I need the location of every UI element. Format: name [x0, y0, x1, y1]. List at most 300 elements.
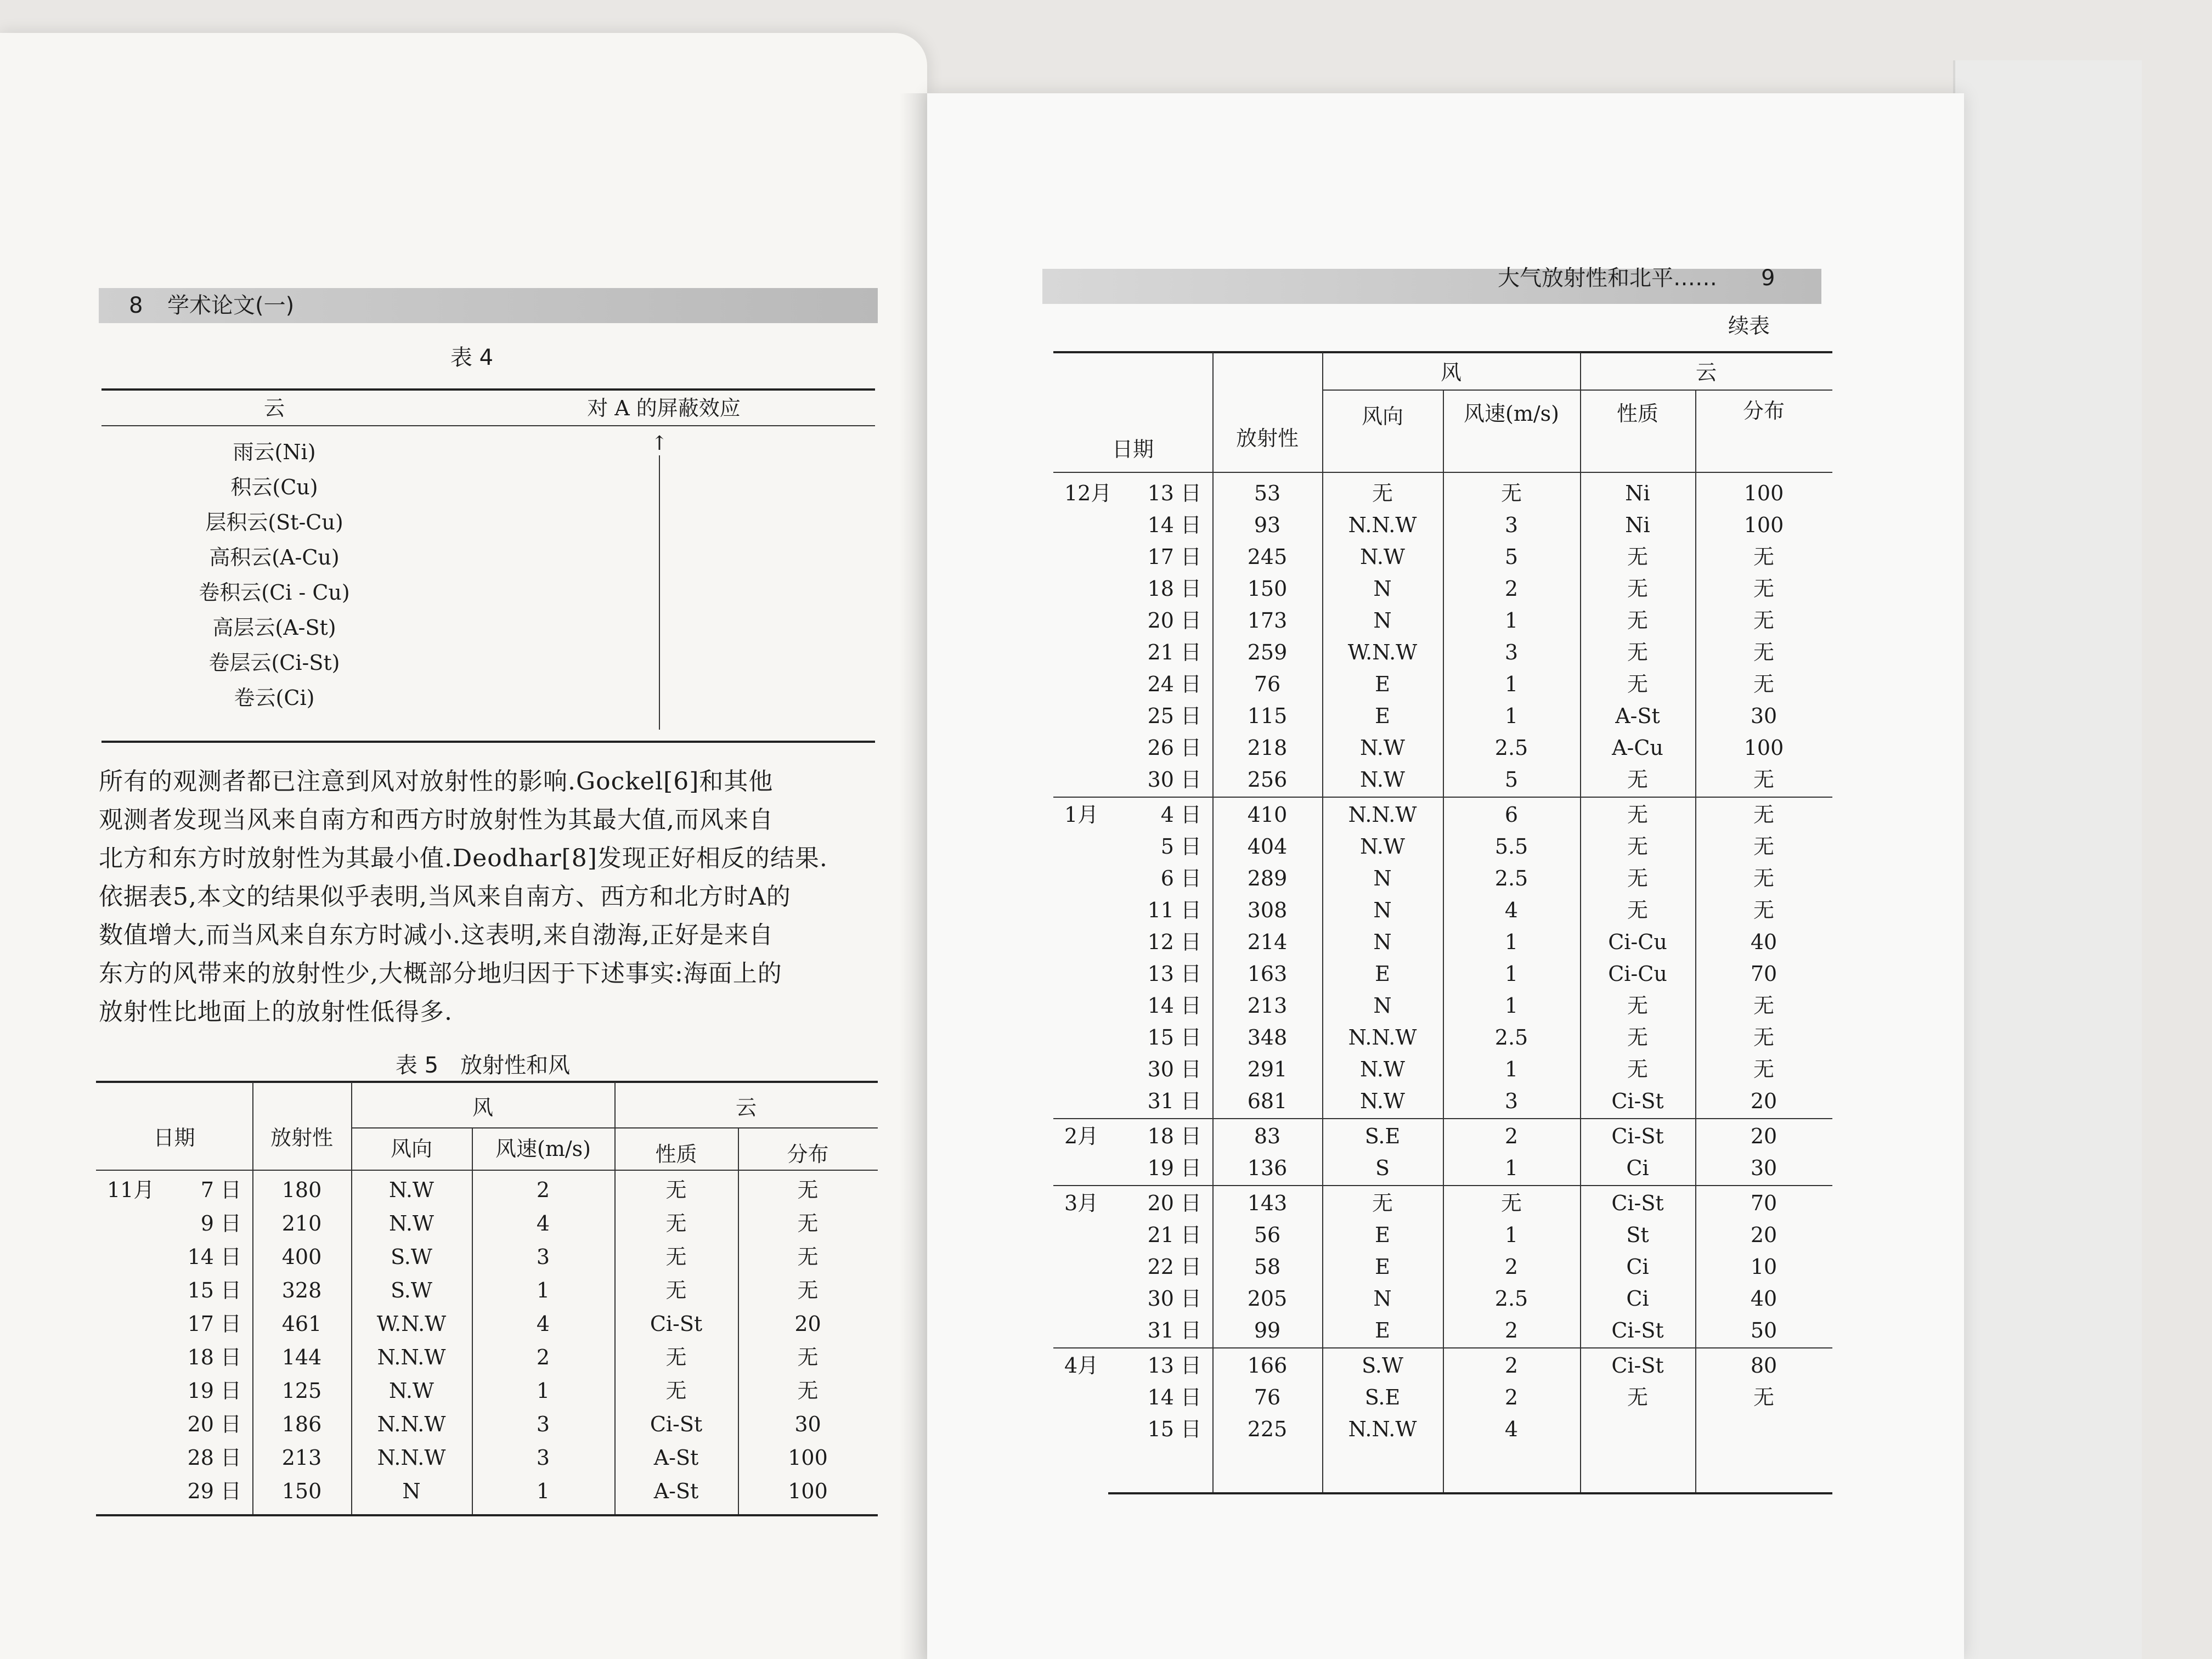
table5-cell-distribution: 30 [794, 1412, 821, 1436]
rtable-cell-speed: 3 [1504, 1089, 1519, 1113]
rtable-cell-direction: S [1375, 1156, 1390, 1180]
table5-cell-nature: 无 [665, 1345, 687, 1369]
table5-cell-direction: N [402, 1479, 421, 1503]
table5-cell-direction: S.W [391, 1278, 432, 1302]
left-page [0, 33, 927, 1659]
rtable-cell-radioactivity: 348 [1247, 1025, 1288, 1049]
rtable-cell-month: 12月 [1064, 481, 1112, 505]
table5-cell-nature: Ci-St [650, 1312, 703, 1336]
rtable-cell-distribution: 无 [1753, 1385, 1774, 1409]
rtable-cell-nature: Ci-St [1611, 1124, 1664, 1148]
table5-cell-speed: 2 [536, 1345, 550, 1369]
table5-cell-nature: A-St [653, 1479, 699, 1503]
table4-arrow-icon: ↑ [651, 432, 668, 455]
rtable-cell-radioactivity: 205 [1247, 1286, 1288, 1311]
rtable-cell-nature: 无 [1627, 545, 1648, 569]
rtable-cell-distribution: 100 [1743, 513, 1784, 537]
table5-cell-nature: 无 [665, 1178, 687, 1202]
rtable-cell-radioactivity: 681 [1247, 1089, 1288, 1113]
rtable-cell-distribution: 无 [1753, 1025, 1774, 1049]
rtable-cell-nature: 无 [1627, 1025, 1648, 1049]
rtable-cell-nature: A-St [1615, 704, 1660, 728]
table5-cell-month: 11月 [107, 1178, 155, 1202]
rtable-cell-distribution: 40 [1750, 930, 1778, 954]
rtable-cell-month: 4月 [1064, 1353, 1099, 1378]
rtable-cell-distribution: 100 [1743, 736, 1784, 760]
rtable-cell-day: 30 日 [1147, 768, 1201, 792]
rtable-cell-radioactivity: 163 [1247, 962, 1288, 986]
rtable-cell-radioactivity: 259 [1247, 640, 1288, 664]
rtable-cell-distribution: 20 [1750, 1089, 1778, 1113]
table5-cell-speed: 1 [536, 1479, 550, 1503]
rtable-cell-distribution: 50 [1750, 1318, 1778, 1342]
table5-cell-speed: 4 [536, 1312, 550, 1336]
table5-cell-distribution: 无 [797, 1245, 819, 1269]
rtable-cell-radioactivity: 150 [1247, 577, 1288, 601]
rtable-cell-distribution: 无 [1753, 545, 1774, 569]
table5-cell-direction: W.N.W [376, 1312, 447, 1336]
rtable-cell-radioactivity: 173 [1247, 608, 1288, 633]
rtable-cell-speed: 2.5 [1494, 736, 1528, 760]
rtable-cell-speed: 1 [1504, 1223, 1519, 1247]
right-page [927, 93, 1964, 1659]
rtable-cell-radioactivity: 218 [1247, 736, 1288, 760]
table5-cell-radioactivity: 210 [281, 1211, 322, 1235]
rtable-cell-direction: 无 [1372, 1191, 1393, 1215]
rtable-cell-nature: Ci-St [1611, 1353, 1664, 1378]
rtable-cell-nature: 无 [1627, 803, 1648, 827]
table5-cell-radioactivity: 180 [281, 1178, 322, 1202]
rtable-cell-distribution: 无 [1753, 834, 1774, 859]
rtable-cell-radioactivity: 213 [1247, 994, 1288, 1018]
rtable-cell-nature: Ni [1625, 513, 1650, 537]
table5-cell-speed: 3 [536, 1412, 550, 1436]
rtable-cell-speed: 6 [1504, 803, 1519, 827]
table5-cell-radioactivity: 125 [281, 1379, 322, 1403]
rtable-month-divider [1053, 1118, 1832, 1119]
rtable-cell-day: 21 日 [1147, 1223, 1201, 1247]
rtable-cell-radioactivity: 76 [1254, 672, 1281, 696]
table5-cell-day: 28 日 [187, 1446, 241, 1470]
rtable-cell-day: 15 日 [1147, 1025, 1201, 1049]
rtable-cell-radioactivity: 83 [1254, 1124, 1281, 1148]
rtable-cell-nature: Ci [1626, 1255, 1649, 1279]
rtable-cell-nature: 无 [1627, 640, 1648, 664]
table4-header-cloud: 云 [263, 396, 285, 420]
table5-cell-direction: N.W [389, 1379, 434, 1403]
rtable-cell-distribution: 无 [1753, 898, 1774, 922]
table5-cell-day: 14 日 [187, 1245, 241, 1269]
table5-cell-speed: 3 [536, 1446, 550, 1470]
rtable-cell-direction: W.N.W [1347, 640, 1418, 664]
table4-header-effect: 对 A 的屏蔽效应 [587, 396, 741, 420]
rtable-header-date: 日期 [1111, 437, 1154, 461]
table5-cell-day: 17 日 [187, 1312, 241, 1336]
rtable-cell-day: 14 日 [1147, 513, 1201, 537]
rtable-cell-nature: St [1626, 1223, 1649, 1247]
rtable-cell-radioactivity: 308 [1247, 898, 1288, 922]
rtable-cell-direction: N.N.W [1348, 1417, 1417, 1441]
rtable-group-wind: 风 [1440, 360, 1462, 385]
rtable-cell-direction: S.E [1364, 1385, 1401, 1409]
paragraph-line: 放射性比地面上的放射性低得多. [99, 998, 453, 1026]
table5-cell-distribution: 100 [788, 1479, 828, 1503]
rtable-cell-distribution: 20 [1750, 1223, 1778, 1247]
rtable-cell-radioactivity: 166 [1247, 1353, 1288, 1378]
rtable-cell-radioactivity: 143 [1247, 1191, 1288, 1215]
table5-cell-day: 29 日 [187, 1479, 241, 1503]
rtable-cell-direction: N.N.W [1348, 1025, 1417, 1049]
table5-cell-distribution: 无 [797, 1345, 819, 1369]
table5-cell-distribution: 无 [797, 1211, 819, 1235]
table5-group-wind: 风 [472, 1096, 493, 1120]
rtable-cell-nature: 无 [1627, 898, 1648, 922]
table4-row-label: 卷层云(Ci-St) [208, 651, 340, 675]
rtable-cell-day: 13 日 [1147, 481, 1201, 505]
rtable-cell-distribution: 30 [1750, 704, 1778, 728]
rtable-cell-day: 31 日 [1147, 1318, 1201, 1342]
rtable-cell-radioactivity: 136 [1247, 1156, 1288, 1180]
rtable-cell-nature: Ci-St [1611, 1089, 1664, 1113]
table5-cell-radioactivity: 328 [281, 1278, 322, 1302]
rtable-cell-nature: Ci [1626, 1286, 1649, 1311]
table4-row-label: 卷云(Ci) [234, 686, 315, 710]
rtable-cell-direction: N.W [1360, 1089, 1405, 1113]
rtable-cell-speed: 1 [1504, 994, 1519, 1018]
table5-cell-nature: Ci-St [650, 1412, 703, 1436]
table5-cell-direction: S.W [391, 1245, 432, 1269]
rtable-cell-direction: N.W [1360, 1057, 1405, 1081]
table4-row-label: 卷积云(Ci - Cu) [199, 580, 350, 605]
rtable-cell-direction: S.E [1364, 1124, 1401, 1148]
rtable-cell-distribution: 无 [1753, 866, 1774, 890]
table5-cell-direction: N.N.W [377, 1412, 446, 1436]
rtable-cell-speed: 2 [1504, 577, 1519, 601]
rtable-cell-direction: N [1373, 577, 1392, 601]
rtable-cell-radioactivity: 99 [1254, 1318, 1281, 1342]
rtable-cell-nature: 无 [1627, 768, 1648, 792]
rtable-cell-radioactivity: 76 [1254, 1385, 1281, 1409]
right-header-title: 大气放射性和北平…… [1498, 266, 1717, 291]
rtable-cell-direction: N [1373, 866, 1392, 890]
rtable-cell-nature: A-Cu [1612, 736, 1663, 760]
table5-caption: 表 5 放射性和风 [395, 1053, 571, 1078]
rtable-cell-day: 17 日 [1147, 545, 1201, 569]
rtable-cell-speed: 5 [1504, 545, 1519, 569]
table5-header-radioactivity: 放射性 [270, 1126, 333, 1150]
paragraph-line: 依据表5,本文的结果似乎表明,当风来自南方、西方和北方时A的 [99, 883, 791, 911]
rtable-cell-radioactivity: 404 [1247, 834, 1288, 859]
rtable-cell-speed: 1 [1504, 608, 1519, 633]
rtable-cell-radioactivity: 56 [1254, 1223, 1281, 1247]
rtable-cell-distribution: 无 [1753, 1057, 1774, 1081]
table5-header-nature: 性质 [655, 1142, 697, 1166]
rtable-cell-day: 18 日 [1147, 577, 1201, 601]
rtable-cell-speed: 2 [1504, 1124, 1519, 1148]
rtable-cell-speed: 1 [1504, 930, 1519, 954]
rtable-cell-day: 15 日 [1147, 1417, 1201, 1441]
rtable-cell-distribution: 无 [1753, 803, 1774, 827]
table5-cell-speed: 1 [536, 1379, 550, 1403]
rtable-cell-distribution: 无 [1753, 994, 1774, 1018]
rtable-cell-month: 1月 [1064, 803, 1099, 827]
rtable-bottom-rule [1108, 1492, 1832, 1494]
left-page-number: 8 [129, 293, 143, 318]
paragraph-line: 数值增大,而当风来自东方时减小.这表明,来自渤海,正好是来自 [99, 921, 774, 949]
rtable-cell-nature: 无 [1627, 866, 1648, 890]
back-cover [1953, 60, 2142, 1659]
rtable-cell-radioactivity: 214 [1247, 930, 1288, 954]
table4-bottom-rule [101, 741, 875, 743]
rtable-cell-radioactivity: 115 [1247, 704, 1288, 728]
rtable-cell-distribution: 无 [1753, 608, 1774, 633]
rtable-cell-day: 31 日 [1147, 1089, 1201, 1113]
table5-cell-radioactivity: 186 [281, 1412, 322, 1436]
table4-header-rule [101, 425, 875, 426]
rtable-cell-direction: N [1373, 608, 1392, 633]
rtable-cell-speed: 3 [1504, 640, 1519, 664]
table5-cell-day: 9 日 [200, 1211, 241, 1235]
table4-row-label: 层积云(St-Cu) [205, 510, 343, 534]
table5-cell-radioactivity: 150 [281, 1479, 322, 1503]
rtable-top-rule [1053, 351, 1832, 353]
rtable-cell-distribution: 70 [1750, 1191, 1778, 1215]
rtable-cell-direction: N.W [1360, 736, 1405, 760]
rtable-header-nature: 性质 [1616, 402, 1658, 426]
rtable-cell-nature: Ci-St [1611, 1191, 1664, 1215]
rtable-cell-speed: 5 [1504, 768, 1519, 792]
table5-cell-radioactivity: 213 [281, 1446, 322, 1470]
rtable-cell-day: 14 日 [1147, 1385, 1201, 1409]
rtable-cell-direction: E [1375, 1255, 1390, 1279]
rtable-cell-direction: 无 [1372, 481, 1393, 505]
body-paragraph [99, 763, 878, 1031]
rtable-cell-speed: 2.5 [1494, 1025, 1528, 1049]
rtable-cell-speed: 3 [1504, 513, 1519, 537]
rtable-cell-day: 20 日 [1147, 608, 1201, 633]
rtable-cell-direction: E [1375, 1318, 1390, 1342]
table5-cell-day: 15 日 [187, 1278, 241, 1302]
table5-cell-speed: 4 [536, 1211, 550, 1235]
rtable-cell-direction: N [1373, 1286, 1392, 1311]
rtable-cell-speed: 1 [1504, 704, 1519, 728]
rtable-cell-day: 20 日 [1147, 1191, 1201, 1215]
rtable-cell-distribution: 无 [1753, 577, 1774, 601]
rtable-cell-speed: 无 [1500, 1191, 1522, 1215]
rtable-cell-radioactivity: 289 [1247, 866, 1288, 890]
rtable-cell-direction: E [1375, 704, 1390, 728]
rtable-month-divider [1053, 797, 1832, 798]
rtable-header-direction: 风向 [1361, 404, 1403, 428]
rtable-cell-day: 30 日 [1147, 1286, 1201, 1311]
rtable-cell-direction: E [1375, 962, 1390, 986]
rtable-cell-speed: 2.5 [1494, 1286, 1528, 1311]
table4-row-label: 高积云(A-Cu) [209, 545, 340, 569]
rtable-cell-direction: N.N.W [1348, 513, 1417, 537]
rtable-cell-direction: N [1373, 994, 1392, 1018]
rtable-cell-distribution: 100 [1743, 481, 1784, 505]
rtable-cell-distribution: 80 [1750, 1353, 1778, 1378]
table5-bottom-rule [96, 1514, 878, 1516]
rtable-cell-direction: S.W [1362, 1353, 1403, 1378]
rtable-cell-direction: N.W [1360, 834, 1405, 859]
rtable-cell-day: 13 日 [1147, 962, 1201, 986]
rtable-cell-day: 24 日 [1147, 672, 1201, 696]
rtable-header-speed: 风速(m/s) [1464, 402, 1559, 426]
rtable-cell-speed: 5.5 [1494, 834, 1528, 859]
rtable-cell-day: 12 日 [1147, 930, 1201, 954]
rtable-cell-radioactivity: 410 [1247, 803, 1288, 827]
rtable-cell-day: 25 日 [1147, 704, 1201, 728]
rtable-cell-day: 30 日 [1147, 1057, 1201, 1081]
table5-cell-speed: 3 [536, 1245, 550, 1269]
paragraph-line: 所有的观测者都已注意到风对放射性的影响.Gockel[6]和其他 [99, 768, 774, 795]
rtable-cell-speed: 2 [1504, 1255, 1519, 1279]
table4-row-label: 高层云(A-St) [212, 616, 336, 640]
rtable-cell-nature: Ci-St [1611, 1318, 1664, 1342]
table5-cell-day: 7 日 [200, 1178, 241, 1202]
table5-cell-direction: N.N.W [377, 1446, 446, 1470]
rtable-cell-day: 4 日 [1160, 803, 1201, 827]
rtable-cell-speed: 4 [1504, 1417, 1519, 1441]
table4-row-label: 积云(Cu) [230, 475, 318, 499]
table5-cell-direction: N.W [389, 1178, 434, 1202]
table5-cell-nature: 无 [665, 1211, 687, 1235]
rtable-cell-direction: N [1373, 898, 1392, 922]
rtable-cell-direction: N.W [1360, 768, 1405, 792]
rtable-cell-speed: 2 [1504, 1318, 1519, 1342]
rtable-cell-radioactivity: 53 [1254, 481, 1281, 505]
rtable-cell-radioactivity: 225 [1247, 1417, 1288, 1441]
rtable-cell-speed: 1 [1504, 672, 1519, 696]
left-header-title: 学术论文(一) [167, 293, 295, 318]
rtable-cell-nature: 无 [1627, 834, 1648, 859]
table5-cell-speed: 2 [536, 1178, 550, 1202]
table5-header-direction: 风向 [390, 1137, 432, 1161]
table4-top-rule [101, 388, 875, 391]
rtable-cell-day: 6 日 [1160, 866, 1201, 890]
table4-arrow-shaft [659, 455, 660, 730]
table5-header-speed: 风速(m/s) [495, 1137, 591, 1161]
rtable-cell-radioactivity: 291 [1247, 1057, 1288, 1081]
rtable-cell-nature: 无 [1627, 994, 1648, 1018]
rtable-cell-distribution: 20 [1750, 1124, 1778, 1148]
rtable-cell-nature: 无 [1627, 577, 1648, 601]
table5-cell-nature: A-St [653, 1446, 699, 1470]
table5-group-cloud: 云 [735, 1096, 757, 1120]
rtable-cell-speed: 4 [1504, 898, 1519, 922]
table5-cell-distribution: 无 [797, 1178, 819, 1202]
rtable-cell-day: 22 日 [1147, 1255, 1201, 1279]
table5-header-rule [96, 1170, 878, 1171]
table5-cell-distribution: 无 [797, 1278, 819, 1302]
rtable-month-divider [1053, 1347, 1832, 1348]
table5-cell-radioactivity: 144 [281, 1345, 322, 1369]
continued-label: 续表 [1728, 314, 1770, 338]
table5-cell-nature: 无 [665, 1379, 687, 1403]
table5-cell-day: 18 日 [187, 1345, 241, 1369]
table4-caption: 表 4 [450, 345, 494, 370]
rtable-cell-speed: 1 [1504, 1156, 1519, 1180]
table5-group-rule [351, 1127, 878, 1128]
rtable-cell-nature: 无 [1627, 608, 1648, 633]
rtable-cell-day: 13 日 [1147, 1353, 1201, 1378]
rtable-cell-direction: E [1375, 1223, 1390, 1247]
rtable-cell-day: 19 日 [1147, 1156, 1201, 1180]
table5-cell-nature: 无 [665, 1245, 687, 1269]
rtable-cell-distribution: 10 [1750, 1255, 1778, 1279]
table4-row-label: 雨云(Ni) [233, 440, 316, 464]
rtable-cell-distribution: 30 [1750, 1156, 1778, 1180]
rtable-cell-month: 2月 [1064, 1124, 1099, 1148]
table5-header-date: 日期 [153, 1126, 195, 1150]
rtable-header-radioactivity: 放射性 [1235, 426, 1299, 450]
rtable-cell-nature: Ci-Cu [1608, 962, 1667, 986]
rtable-header-distribution: 分布 [1742, 399, 1785, 423]
rtable-cell-nature: 无 [1627, 1057, 1648, 1081]
rtable-cell-month: 3月 [1064, 1191, 1099, 1215]
rtable-cell-direction: N [1373, 930, 1392, 954]
table5-cell-distribution: 100 [788, 1446, 828, 1470]
rtable-cell-speed: 2 [1504, 1385, 1519, 1409]
rtable-cell-speed: 1 [1504, 1057, 1519, 1081]
table5-cell-speed: 1 [536, 1278, 550, 1302]
table5-cell-day: 19 日 [187, 1379, 241, 1403]
rtable-header-rule [1053, 472, 1832, 473]
rtable-cell-distribution: 无 [1753, 672, 1774, 696]
rtable-month-divider [1053, 1185, 1832, 1186]
rtable-group-rule [1322, 390, 1832, 391]
rtable-cell-day: 11 日 [1147, 898, 1201, 922]
paragraph-line: 北方和东方时放射性为其最小值.Deodhar[8]发现正好相反的结果. [99, 844, 828, 872]
rtable-cell-speed: 1 [1504, 962, 1519, 986]
rtable-cell-day: 5 日 [1160, 834, 1201, 859]
table5-cell-radioactivity: 461 [281, 1312, 322, 1336]
rtable-cell-speed: 无 [1500, 481, 1522, 505]
rtable-cell-radioactivity: 256 [1247, 768, 1288, 792]
paragraph-line: 观测者发现当风来自南方和西方时放射性为其最大值,而风来自 [99, 806, 774, 834]
rtable-cell-nature: 无 [1627, 1385, 1648, 1409]
rtable-cell-radioactivity: 58 [1254, 1255, 1281, 1279]
rtable-cell-day: 26 日 [1147, 736, 1201, 760]
rtable-cell-radioactivity: 245 [1247, 545, 1288, 569]
rtable-cell-day: 14 日 [1147, 994, 1201, 1018]
rtable-cell-day: 18 日 [1147, 1124, 1201, 1148]
rtable-cell-direction: N.W [1360, 545, 1405, 569]
rtable-cell-nature: Ci [1626, 1156, 1649, 1180]
rtable-cell-radioactivity: 93 [1254, 513, 1281, 537]
rtable-cell-distribution: 无 [1753, 768, 1774, 792]
rtable-cell-direction: N.N.W [1348, 803, 1417, 827]
rtable-cell-speed: 2 [1504, 1353, 1519, 1378]
right-page-number: 9 [1761, 266, 1775, 291]
rtable-cell-nature: 无 [1627, 672, 1648, 696]
rtable-cell-nature: Ni [1625, 481, 1650, 505]
table5-cell-direction: N.N.W [377, 1345, 446, 1369]
table5-header-distribution: 分布 [787, 1142, 829, 1166]
rtable-cell-distribution: 40 [1750, 1286, 1778, 1311]
rtable-cell-nature: Ci-Cu [1608, 930, 1667, 954]
table5-top-rule [96, 1081, 878, 1083]
rtable-cell-distribution: 70 [1750, 962, 1778, 986]
table5-cell-distribution: 无 [797, 1379, 819, 1403]
rtable-cell-direction: E [1375, 672, 1390, 696]
rtable-group-cloud: 云 [1695, 360, 1717, 385]
paragraph-line: 东方的风带来的放射性少,大概部分地归因于下述事实:海面上的 [99, 960, 782, 988]
rtable-cell-day: 21 日 [1147, 640, 1201, 664]
table5-cell-direction: N.W [389, 1211, 434, 1235]
table5-cell-day: 20 日 [187, 1412, 241, 1436]
